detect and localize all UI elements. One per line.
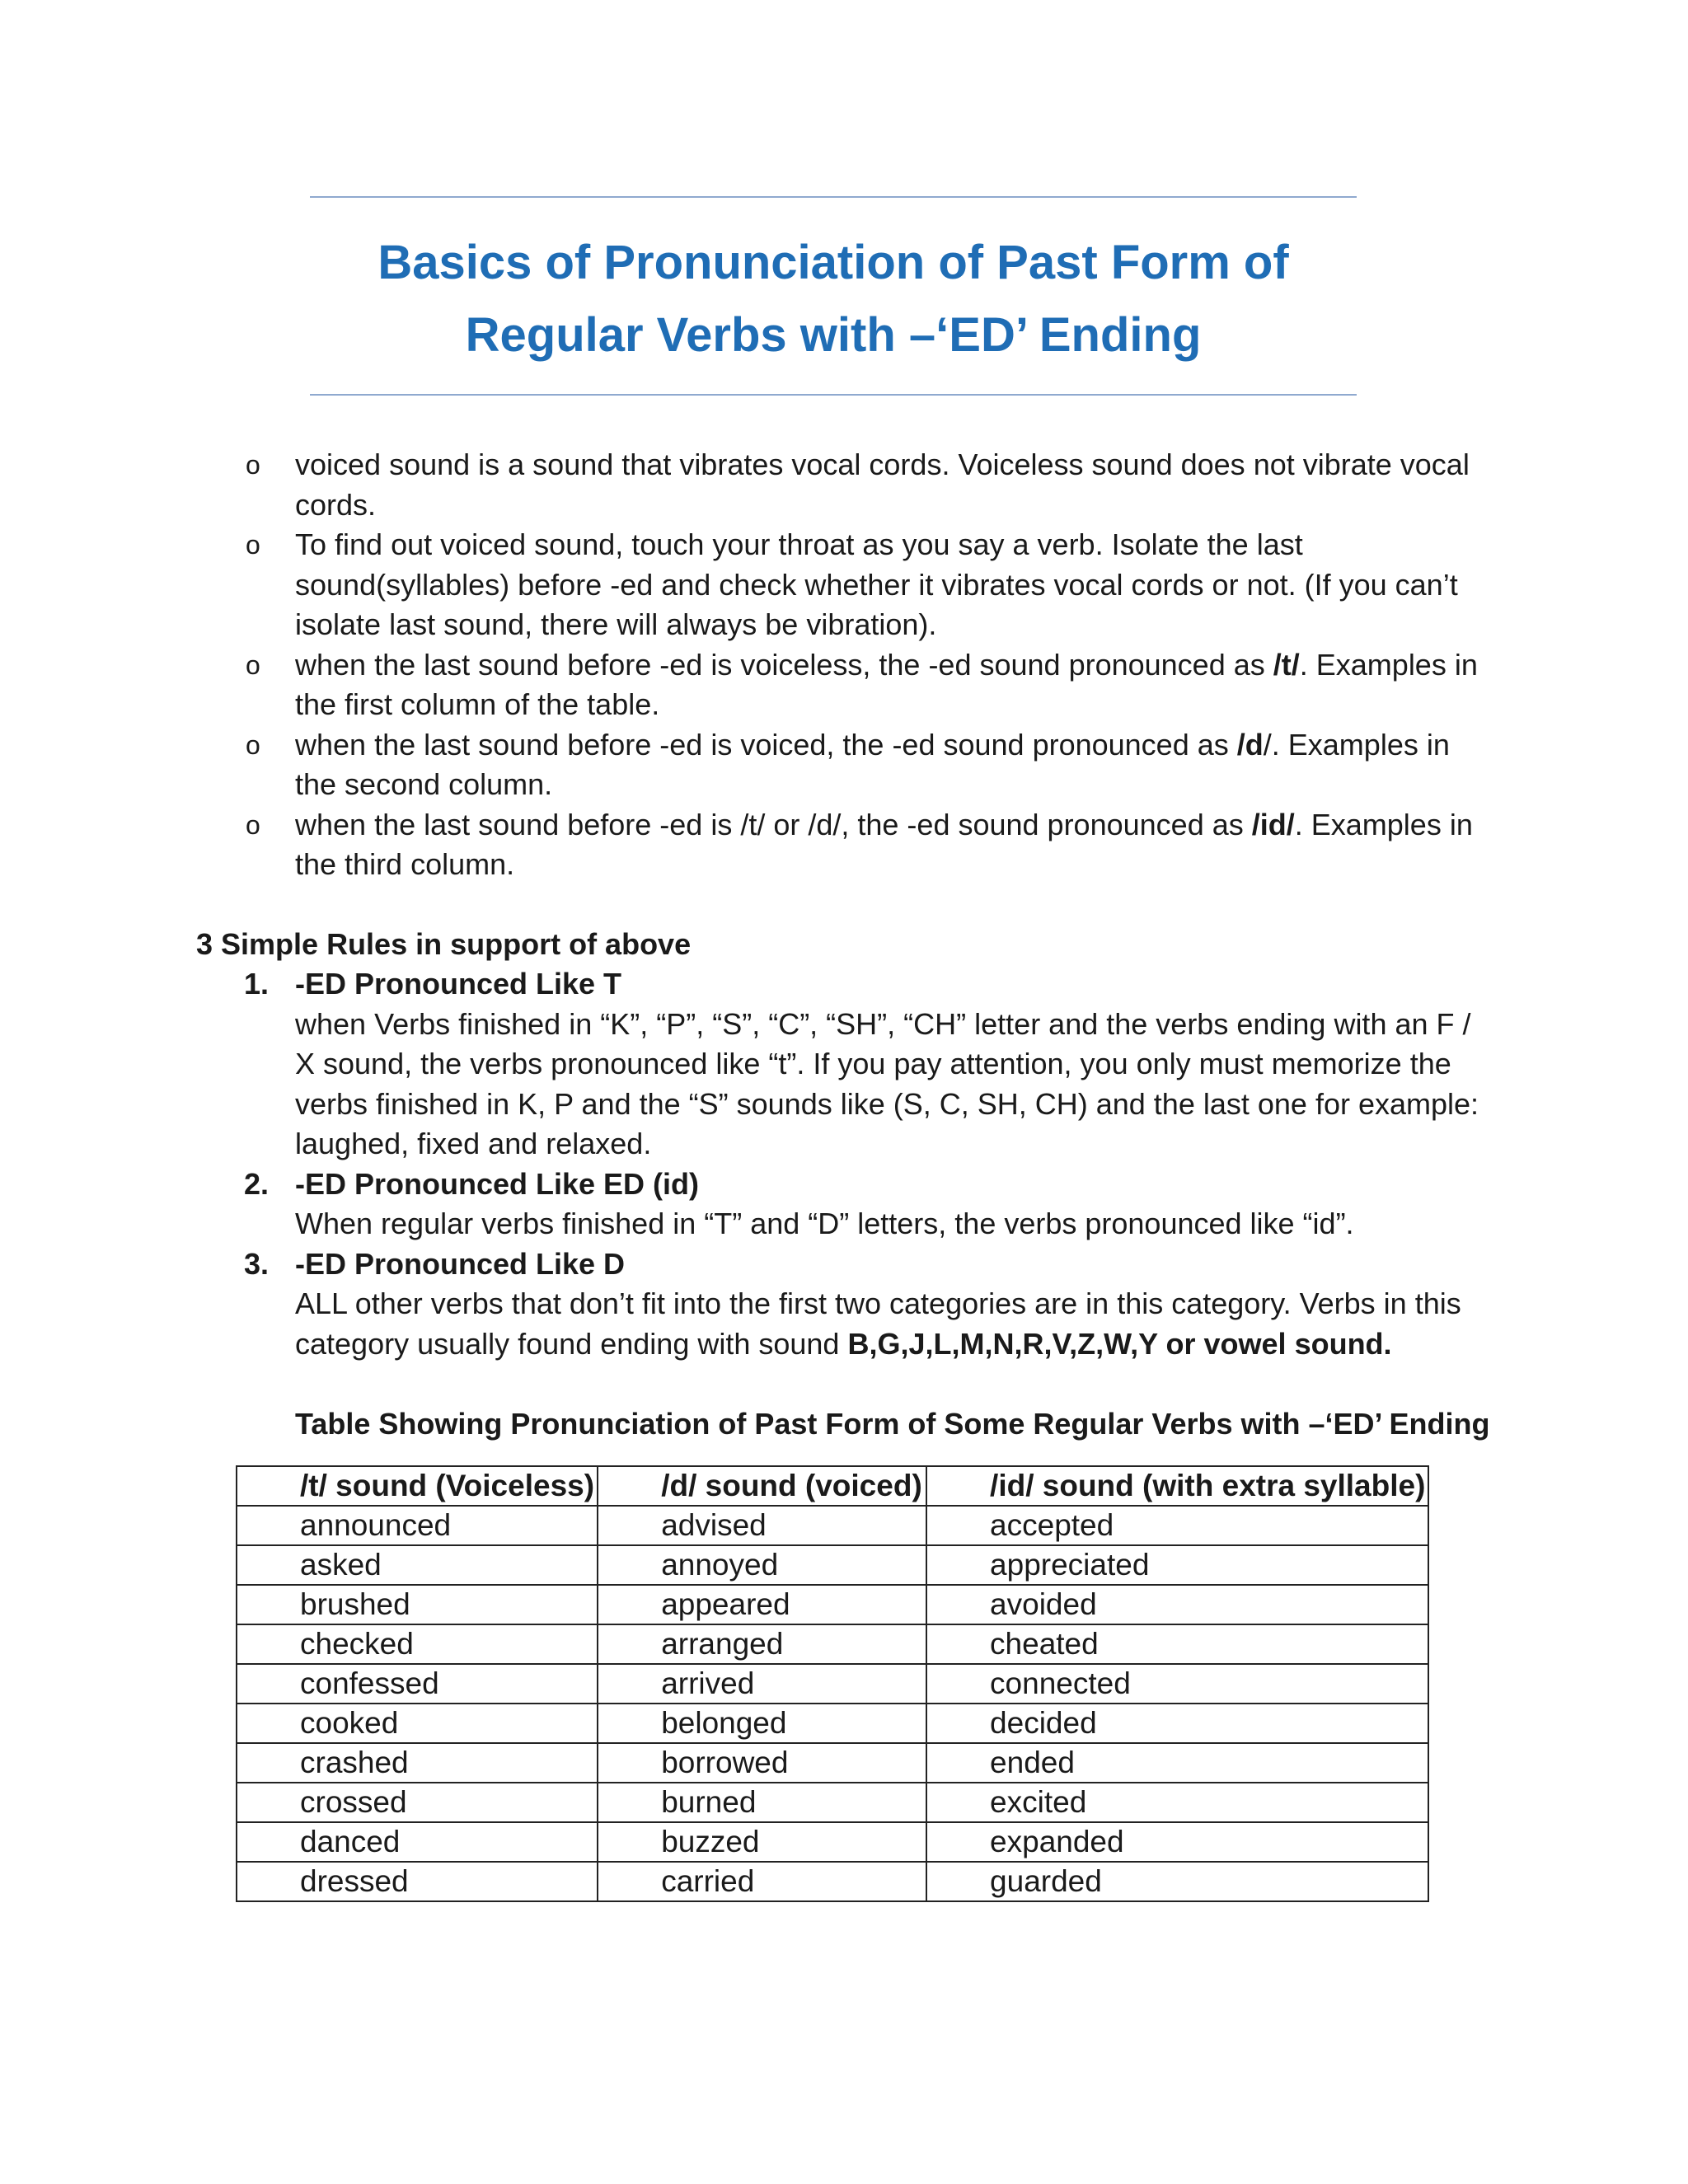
rules-heading: 3 Simple Rules in support of above (196, 927, 692, 961)
table-cell: asked (237, 1545, 598, 1585)
table-row (237, 1822, 1428, 1862)
table-cell: ended (926, 1743, 1428, 1783)
table-header-row (237, 1466, 1428, 1506)
bullet-item: o when the last sound before -ed is voiced, the -ed sound pronounced as /d/. Examples in the second column. (241, 725, 1493, 805)
table-cell: decided (926, 1704, 1428, 1743)
column-header-t-sound: /t/ sound (Voiceless) (237, 1466, 598, 1506)
title-top-rule (310, 196, 1357, 198)
table-row (237, 1743, 1428, 1783)
bullet-bold-sound: /id/ (1251, 807, 1295, 841)
table-cell: advised (598, 1506, 926, 1545)
table-cell: borrowed (598, 1743, 926, 1783)
table-cell: arranged (598, 1624, 926, 1664)
table-cell: arrived (598, 1664, 926, 1704)
rule-item (241, 964, 1493, 1165)
table-cell: annoyed (598, 1545, 926, 1585)
table-cell: belonged (598, 1704, 926, 1743)
table-cell: guarded (926, 1862, 1428, 1901)
bullet-bold-sound: /d (1236, 727, 1264, 762)
rule-heading: -ED Pronounced Like ED (id) (295, 1166, 700, 1201)
table-row (237, 1862, 1428, 1901)
table-cell: confessed (237, 1664, 598, 1704)
title-line-1: Basics of Pronunciation of Past Form of (377, 236, 1289, 289)
table-row (237, 1506, 1428, 1545)
column-header-id-sound: /id/ sound (with extra syllable) (926, 1466, 1428, 1506)
table-cell: connected (926, 1664, 1428, 1704)
table-row (237, 1545, 1428, 1585)
table-row (237, 1664, 1428, 1704)
table-row (237, 1704, 1428, 1743)
rule-number: 1. (244, 967, 270, 1001)
rule-heading: -ED Pronounced Like D (295, 1246, 626, 1281)
verbs-table (236, 1465, 1429, 1902)
table-cell: crashed (237, 1743, 598, 1783)
rule-body-bold: B,G,J,L,M,N,R,V,Z,W,Y or vowel sound. (847, 1326, 1392, 1361)
column-header-d-sound: /d/ sound (voiced) (598, 1466, 926, 1506)
table-row (237, 1585, 1428, 1624)
rule-item (241, 1165, 1493, 1244)
table-cell: carried (598, 1862, 926, 1901)
table-cell: avoided (926, 1585, 1428, 1624)
table-cell: checked (237, 1624, 598, 1664)
table-cell: danced (237, 1822, 598, 1862)
bullet-item: o voiced sound is a sound that vibrates vocal cords. Voiceless sound does not vibrate vocal cords. (241, 445, 1493, 525)
rule-body: ALL other verbs that don’t fit into the first two categories are in this category. Verbs in this category usually found ending with sound B,G,J,L,M,N,R,V,Z,W,Y or vowel sound. (295, 1286, 1461, 1361)
table-cell: dressed (237, 1862, 598, 1901)
bullet-bold-sound: /t/ (1273, 647, 1300, 682)
table-row (237, 1783, 1428, 1822)
rule-body: when Verbs finished in “K”, “P”, “S”, “C”, “SH”, “CH” letter and the verbs ending with an F / X sound, the verbs pronounced like “t”. If you pay attention, you only must memorize the verbs finished in K, P and the “S” sounds like (S, C, SH, CH) and the last one for example: laughed, fixed and relaxed. (295, 1006, 1479, 1160)
rule-number: 2. (244, 1166, 270, 1201)
table-cell: appeared (598, 1585, 926, 1624)
table-cell: expanded (926, 1822, 1428, 1862)
bullet-item: o when the last sound before -ed is voiceless, the -ed sound pronounced as /t/. Examples in the first column of the table. (241, 645, 1493, 725)
rules-list (241, 964, 1493, 1364)
table-cell: cooked (237, 1704, 598, 1743)
rule-number: 3. (244, 1246, 270, 1281)
bullet-item: o To find out voiced sound, touch your throat as you say a verb. Isolate the last sound(syllables) before -ed and check whether it vibrates vocal cords or not. (If you can’t isolate last sound, there will always be vibration). (241, 525, 1493, 645)
rule-heading: -ED Pronounced Like T (295, 967, 622, 1001)
title-bottom-rule (310, 394, 1357, 396)
table-cell: excited (926, 1783, 1428, 1822)
table-caption: Table Showing Pronunciation of Past Form of Some Regular Verbs with –‘ED’ Ending (295, 1407, 1490, 1441)
rule-item (241, 1244, 1493, 1365)
table-cell: cheated (926, 1624, 1428, 1664)
table-cell: announced (237, 1506, 598, 1545)
table-cell: crossed (237, 1783, 598, 1822)
rule-body: When regular verbs finished in “T” and “D” letters, the verbs pronounced like “id”. (295, 1207, 1354, 1240)
table-cell: buzzed (598, 1822, 926, 1862)
intro-bullet-list (241, 445, 1493, 885)
title-line-2: Regular Verbs with –‘ED’ Ending (465, 308, 1202, 362)
table-cell: brushed (237, 1585, 598, 1624)
bullet-item: o when the last sound before -ed is /t/ or /d/, the -ed sound pronounced as /id/. Examples in the third column. (241, 805, 1493, 885)
table-cell: accepted (926, 1506, 1428, 1545)
table-row (237, 1624, 1428, 1664)
page-title (310, 227, 1357, 372)
table-cell: burned (598, 1783, 926, 1822)
table-cell: appreciated (926, 1545, 1428, 1585)
